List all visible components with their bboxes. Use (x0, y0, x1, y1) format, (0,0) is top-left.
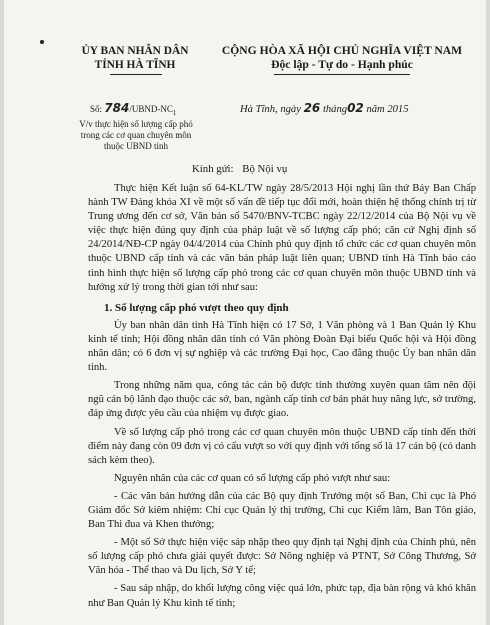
issue-date (240, 101, 409, 115)
list-item-cause-3: - Sau sáp nhập, do khối lượng công việc quá lớn, phức tạp, địa bàn rộng và khó khăn như Ban Quản lý Khu kinh tế tỉnh; (88, 583, 476, 609)
doc-number-suffix-sub: 1 (172, 108, 177, 117)
date-place: Hà Tĩnh, ngày (240, 104, 301, 115)
subject-line1: V/v thực hiện số lượng cấp phó (79, 119, 193, 129)
doc-number-prefix: Số: (90, 104, 103, 114)
paragraph-cadres: Trong những năm qua, công tác cán bộ được tỉnh thường xuyên quan tâm nên đội ngũ cán bộ lãnh đạo thuộc các sở, ban, ngành cấp tỉnh cơ bản phát huy năng lực, sở trường, đáp ứng được yêu cầu của nhiệm vụ được giao. (88, 380, 476, 420)
org-name-line1: ỦY BAN NHÂN DÂN (81, 45, 189, 57)
recipient-label: Kính gửi: (192, 163, 234, 175)
nation-motto: Độc lập - Tự do - Hạnh phúc (271, 58, 413, 71)
doc-number (90, 103, 176, 119)
doc-number-suffix: /UBND-NC (129, 104, 173, 114)
nation-title: CỘNG HÒA XÃ HỘI CHỦ NGHĨA VIỆT NAM (221, 44, 463, 57)
paragraph-deputy-count: Về số lượng cấp phó trong các cơ quan chuyên môn thuộc UBND cấp tỉnh đến thời điểm này đang còn 09 đơn vị có cấu vượt so với quy định với tổng số là 17 cán bộ (có danh sách kèm theo). (88, 426, 476, 466)
recipient-name: Bộ Nội vụ (242, 163, 288, 175)
document-page (4, 0, 486, 625)
paragraph-intro: Thực hiện Kết luận số 64-KL/TW ngày 28/5/2013 Hội nghị lần thứ Bảy Ban Chấp hành TW Đảng khóa XI về một số vấn đề tiếp tục đổi mới, hoàn thiện hệ thống chính trị từ Trung ương đến cơ sở, Văn bản số 5470/BNV-TCBC ngày 22/12/2014 của Bộ Nội vụ về việc thực hiện đúng quy định của pháp luật về số lượng cấp phó; căn cứ Nghị định số 24/2014/NĐ-CP ngày 04/4/2014 của Chính phủ quy định tổ chức các cơ quan chuyên môn thuộc UBND cấp tỉnh và các văn bản pháp luật liên quan; UBND tỉnh Hà Tĩnh báo cáo tình hình thực hiện số lượng cấp phó trong các cơ quan chuyên môn thuộc UBND tỉnh và hướng xử lý trong thời gian tới như sau: (88, 183, 476, 293)
list-item-cause-2: - Một số Sở thực hiện việc sáp nhập theo quy định tại Nghị định của Chính phủ, nên số lượng cấp phó chưa giải quyết được: Sở Nông nghiệp và PTNT, Sở Công Thương, Sở Văn hóa - Thể thao và Du lịch, Sở Y tế; (88, 537, 476, 577)
date-day: 26 (303, 101, 321, 115)
org-underline (110, 74, 162, 75)
document-body (88, 182, 476, 611)
doc-number-handwritten: 784 (104, 101, 130, 115)
subject-line2: trong các cơ quan chuyên môn (80, 130, 192, 140)
date-month-label: tháng (322, 104, 348, 115)
recipient (192, 163, 287, 175)
subject-line3: thuộc UBND tỉnh (104, 141, 168, 151)
date-year: năm 2015 (366, 104, 409, 115)
list-item-cause-1: - Các văn bản hướng dẫn của các Bộ quy định Trưởng một số Ban, Chi cục là Phó Giám đốc Sở kiêm nhiệm: Chi cục Quản lý thị trường, Chi cục Kiểm lâm, Ban Tôn giáo, Ban Thi đua và Khen thưởng; (88, 490, 476, 531)
section-heading-1: 1. Số lượng cấp phó vượt theo quy định (104, 301, 289, 314)
date-month: 02 (347, 101, 364, 115)
scan-speck (40, 40, 44, 44)
paragraph-causes: Nguyên nhân của các cơ quan có số lượng cấp phó vượt như sau: (114, 472, 391, 484)
motto-underline (274, 74, 410, 75)
paragraph-units: Ủy ban nhân dân tỉnh Hà Tĩnh hiện có 17 Sở, 1 Văn phòng và 1 Ban Quản lý Khu kinh tế tỉnh; Hội đồng nhân dân tỉnh có Văn phòng Đoàn Đại biểu Quốc hội và Hội đồng nhân dân; có 6 đơn vị sự nghiệp và các trường Đại học, Cao đẳng thuộc Ủy ban nhân dân tỉnh. (88, 319, 476, 374)
org-name-line2: TỈNH HÀ TĨNH (94, 59, 176, 71)
